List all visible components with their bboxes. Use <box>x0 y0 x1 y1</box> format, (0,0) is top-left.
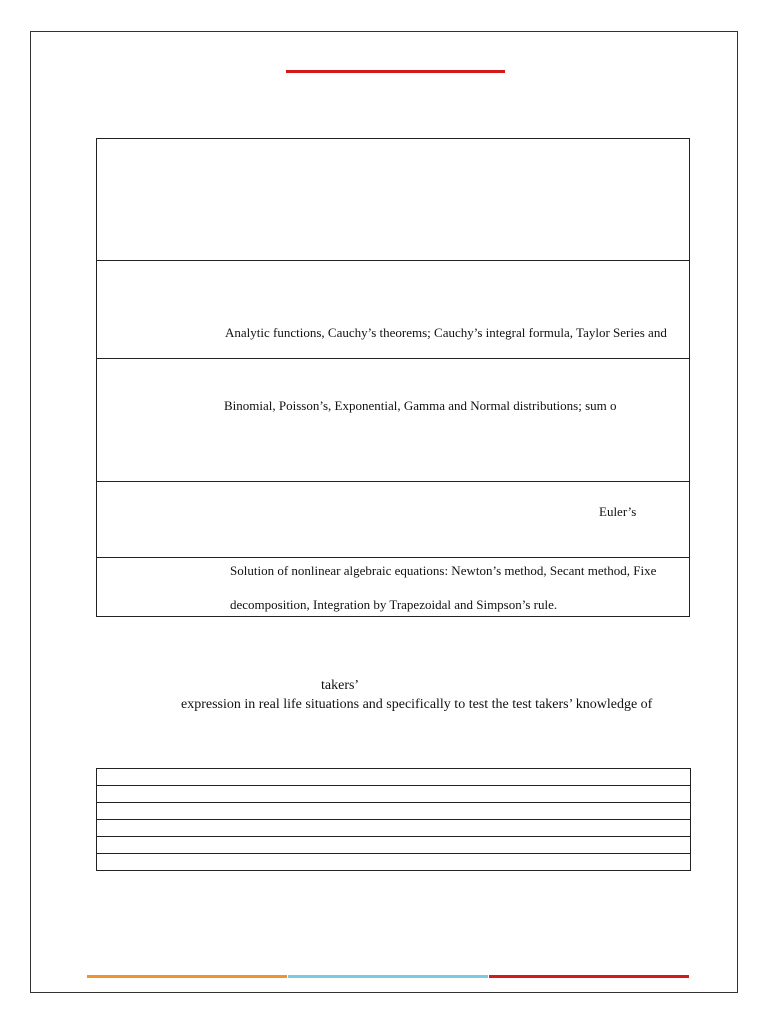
syllabus-row-text: decomposition, Integration by Trapezoidal and Simpson’s rule. <box>230 597 558 612</box>
table-row <box>97 837 691 854</box>
table-cell <box>97 854 691 871</box>
syllabus-table <box>96 138 690 617</box>
table-cell <box>97 786 691 803</box>
footer-bar-orange <box>87 975 287 978</box>
syllabus-row <box>97 139 689 261</box>
paragraph-line: takers’ <box>321 678 360 693</box>
title-underline <box>286 70 505 73</box>
table-row <box>97 854 691 871</box>
syllabus-row <box>97 558 689 617</box>
syllabus-row-text: Binomial, Poisson’s, Exponential, Gamma and Normal distributions; sum o <box>224 398 617 413</box>
table-cell <box>97 820 691 837</box>
syllabus-row-text: Analytic functions, Cauchy’s theorems; Cauchy’s integral formula, Taylor Series and <box>225 325 667 340</box>
footer-bar-red <box>489 975 689 978</box>
table-row <box>97 769 691 786</box>
empty-table <box>96 768 691 871</box>
table-cell <box>97 837 691 854</box>
table-row <box>97 803 691 820</box>
footer-bar-blue <box>288 975 488 978</box>
paragraph-line: expression in real life situations and specifically to test the test takers’ knowledge of <box>181 697 653 712</box>
syllabus-row <box>97 359 689 482</box>
syllabus-row <box>97 261 689 359</box>
table-row <box>97 786 691 803</box>
syllabus-row-text: Solution of nonlinear algebraic equations: Newton’s method, Secant method, Fixe <box>230 563 657 578</box>
syllabus-row-text: Euler’s <box>599 504 637 519</box>
table-cell <box>97 803 691 820</box>
syllabus-row <box>97 482 689 558</box>
table-cell <box>97 769 691 786</box>
table-row <box>97 820 691 837</box>
